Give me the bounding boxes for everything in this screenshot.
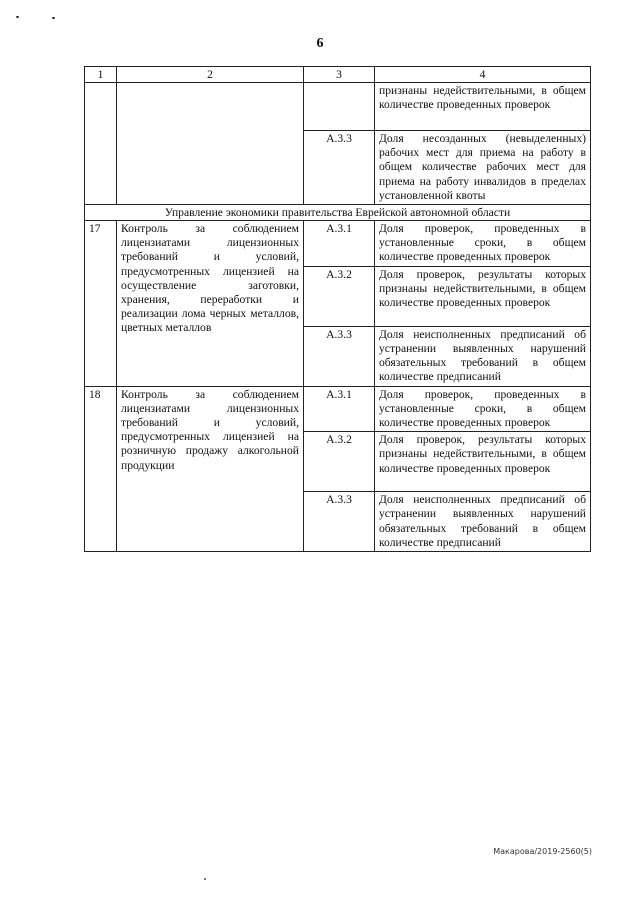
code-cell: А.3.3 [304, 492, 375, 552]
row-number: 18 [85, 386, 117, 552]
indicator-cell: Доля неисполненных предписаний об устранении выявленных нарушений обязательных требований в общем количестве предписаний [375, 492, 591, 552]
document-reference: Макарова/2019-2560(5) [493, 847, 592, 856]
name-cell [117, 83, 304, 205]
section-row [85, 205, 591, 221]
table-header-row [85, 67, 591, 83]
scan-speck [204, 878, 206, 880]
table-row [85, 386, 591, 432]
code-cell: А.3.1 [304, 221, 375, 267]
column-header: 3 [304, 67, 375, 83]
indicator-cell: Доля проверок, проведенных в установленные сроки, в общем количестве проведенных проверок [375, 221, 591, 267]
code-cell: А.3.3 [304, 326, 375, 386]
section-title: Управление экономики правительства Еврейской автономной области [85, 205, 591, 221]
code-cell [304, 83, 375, 131]
column-header: 2 [117, 67, 304, 83]
num-cell [85, 83, 117, 205]
indicator-cell: Доля проверок, результаты которых признаны недействительными, в общем количестве проведенных проверок [375, 266, 591, 326]
scan-speck [16, 16, 19, 18]
indicator-cell: признаны недействительными, в общем количестве проведенных проверок [375, 83, 591, 131]
column-header: 1 [85, 67, 117, 83]
indicators-table [84, 66, 591, 552]
code-cell: А.3.2 [304, 266, 375, 326]
control-type-name: Контроль за соблюдением лицензиатами лицензионных требований и условий, предусмотренных лицензией на розничную продажу алкогольной продукции [117, 386, 304, 552]
indicator-cell: Доля проверок, проведенных в установленные сроки, в общем количестве проведенных проверок [375, 386, 591, 432]
column-header: 4 [375, 67, 591, 83]
code-cell: А.3.2 [304, 432, 375, 492]
page-number: 6 [316, 36, 324, 51]
indicator-cell: Доля неисполненных предписаний об устранении выявленных нарушений обязательных требований в общем количестве предписаний [375, 326, 591, 386]
scan-speck [52, 17, 55, 19]
table-row [85, 83, 591, 131]
table-row [85, 221, 591, 267]
indicator-cell: Доля несозданных (невыделенных) рабочих мест для приема на работу в общем количестве рабочих мест для приема на работу инвалидов в пределах установленной квоты [375, 131, 591, 205]
control-type-name: Контроль за соблюдением лицензиатами лицензионных требований и условий, предусмотренных лицензией на осуществление заготовки, хранения, переработки и реализации лома черных металлов, цветных металлов [117, 221, 304, 387]
indicator-cell: Доля проверок, результаты которых признаны недействительными, в общем количестве проведенных проверок [375, 432, 591, 492]
code-cell: А.3.1 [304, 386, 375, 432]
code-cell: А.3.3 [304, 131, 375, 205]
row-number: 17 [85, 221, 117, 387]
